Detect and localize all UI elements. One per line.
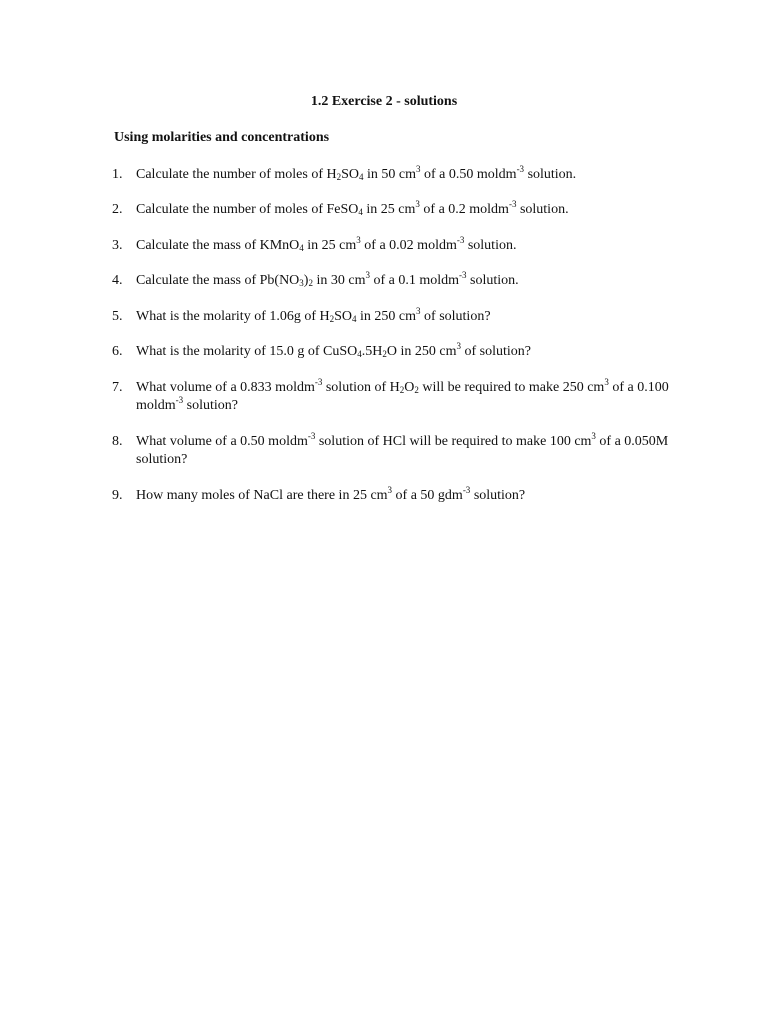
question-text-segment: in 30 cm (312, 273, 366, 288)
question-text-segment: O (404, 380, 415, 395)
question-text-segment: SO (341, 167, 360, 182)
superscript: -3 (459, 270, 467, 280)
subscript: 4 (358, 207, 363, 217)
question-text-segment: of a 0.1 moldm (369, 273, 460, 288)
section-heading: Using molarities and concentrations (114, 130, 330, 145)
superscript: 3 (591, 431, 596, 441)
question-item (112, 379, 672, 415)
question-text-segment: of a 0.100 moldm (136, 380, 669, 413)
question-text-segment: solution of H (322, 380, 400, 395)
subscript: 2 (336, 172, 342, 182)
subscript: 4 (299, 243, 304, 253)
superscript: -3 (462, 485, 471, 495)
question-item (112, 201, 672, 219)
question-text (136, 166, 672, 184)
question-text (136, 379, 672, 415)
question-text (136, 237, 672, 255)
question-text-segment: of a 0.050M solution? (136, 434, 669, 467)
subscript: 2 (414, 385, 419, 395)
subscript: 4 (352, 314, 357, 324)
superscript: -3 (516, 164, 525, 174)
question-item (112, 237, 672, 255)
question-text (136, 201, 672, 219)
question-text-segment: solution. (466, 273, 519, 288)
question-number: 5. (112, 309, 123, 324)
question-text-segment: solution? (470, 488, 526, 503)
superscript: 3 (387, 485, 393, 495)
question-text-segment: of a 50 gdm (392, 488, 463, 503)
superscript: -3 (508, 199, 517, 209)
question-text-segment: of a 0.50 moldm (420, 167, 517, 182)
question-text-segment: Calculate the number of moles of H (136, 167, 337, 182)
question-number: 6. (112, 344, 123, 359)
question-text-segment: ) (303, 273, 309, 288)
question-item (112, 308, 672, 326)
question-number: 9. (112, 488, 123, 503)
question-number: 7. (112, 380, 123, 395)
superscript: 3 (604, 377, 609, 387)
superscript: 3 (365, 270, 370, 280)
superscript: -3 (314, 377, 323, 387)
superscript: -3 (175, 395, 184, 405)
question-text-segment: solution of HCl will be required to make 100 cm (315, 434, 592, 449)
question-item (112, 343, 672, 361)
question-text-segment: in 25 cm (303, 238, 357, 253)
question-text-segment: .5H (361, 344, 383, 359)
question-text-segment: SO (334, 309, 353, 324)
subscript: 4 (359, 172, 364, 182)
question-text-segment: in 25 cm (362, 202, 416, 217)
question-text-segment: Calculate the number of moles of FeSO (136, 202, 359, 217)
question-text-segment: solution? (183, 398, 239, 413)
question-text-segment: solution. (524, 167, 577, 182)
question-number: 3. (112, 238, 123, 253)
question-text-segment: in 50 cm (363, 167, 417, 182)
question-text-segment: solution. (464, 238, 517, 253)
superscript: -3 (307, 431, 316, 441)
subscript: 2 (329, 314, 335, 324)
question-item (112, 433, 672, 469)
question-text (136, 343, 672, 361)
subscript: 4 (357, 349, 362, 359)
subscript: 2 (308, 278, 313, 288)
question-item (112, 166, 672, 184)
question-text-segment: How many moles of NaCl are there in 25 cm (136, 488, 388, 503)
superscript: -3 (456, 235, 465, 245)
question-text (136, 433, 672, 469)
question-number: 1. (112, 167, 123, 182)
question-number: 8. (112, 434, 123, 449)
superscript: 3 (415, 199, 420, 209)
superscript: 3 (416, 164, 421, 174)
superscript: 3 (356, 235, 361, 245)
question-text-segment: What volume of a 0.50 moldm (136, 434, 308, 449)
question-text-segment: of solution? (420, 309, 491, 324)
question-item (112, 487, 672, 505)
question-number: 2. (112, 202, 123, 217)
question-item (112, 272, 672, 290)
question-number: 4. (112, 273, 123, 288)
question-text-segment: Calculate the mass of Pb(NO (136, 273, 300, 288)
question-text-segment: O in 250 cm (386, 344, 457, 359)
superscript: 3 (456, 341, 461, 351)
question-text-segment: solution. (516, 202, 569, 217)
subscript: 3 (299, 278, 304, 288)
subscript: 2 (399, 385, 405, 395)
question-text-segment: What is the molarity of 15.0 g of CuSO (136, 344, 358, 359)
superscript: 3 (416, 306, 421, 316)
subscript: 2 (382, 349, 387, 359)
question-text-segment: will be required to make 250 cm (418, 380, 605, 395)
page-title: 1.2 Exercise 2 - solutions (310, 94, 458, 109)
question-text-segment: of a 0.2 moldm (419, 202, 509, 217)
question-text (136, 272, 672, 290)
question-text-segment: What volume of a 0.833 moldm (136, 380, 315, 395)
question-text-segment: of a 0.02 moldm (360, 238, 457, 253)
question-text (136, 308, 672, 326)
question-text-segment: in 250 cm (356, 309, 417, 324)
question-text (136, 487, 672, 505)
question-text-segment: Calculate the mass of KMnO (136, 238, 300, 253)
question-text-segment: of solution? (461, 344, 531, 359)
question-text-segment: What is the molarity of 1.06g of H (136, 309, 330, 324)
